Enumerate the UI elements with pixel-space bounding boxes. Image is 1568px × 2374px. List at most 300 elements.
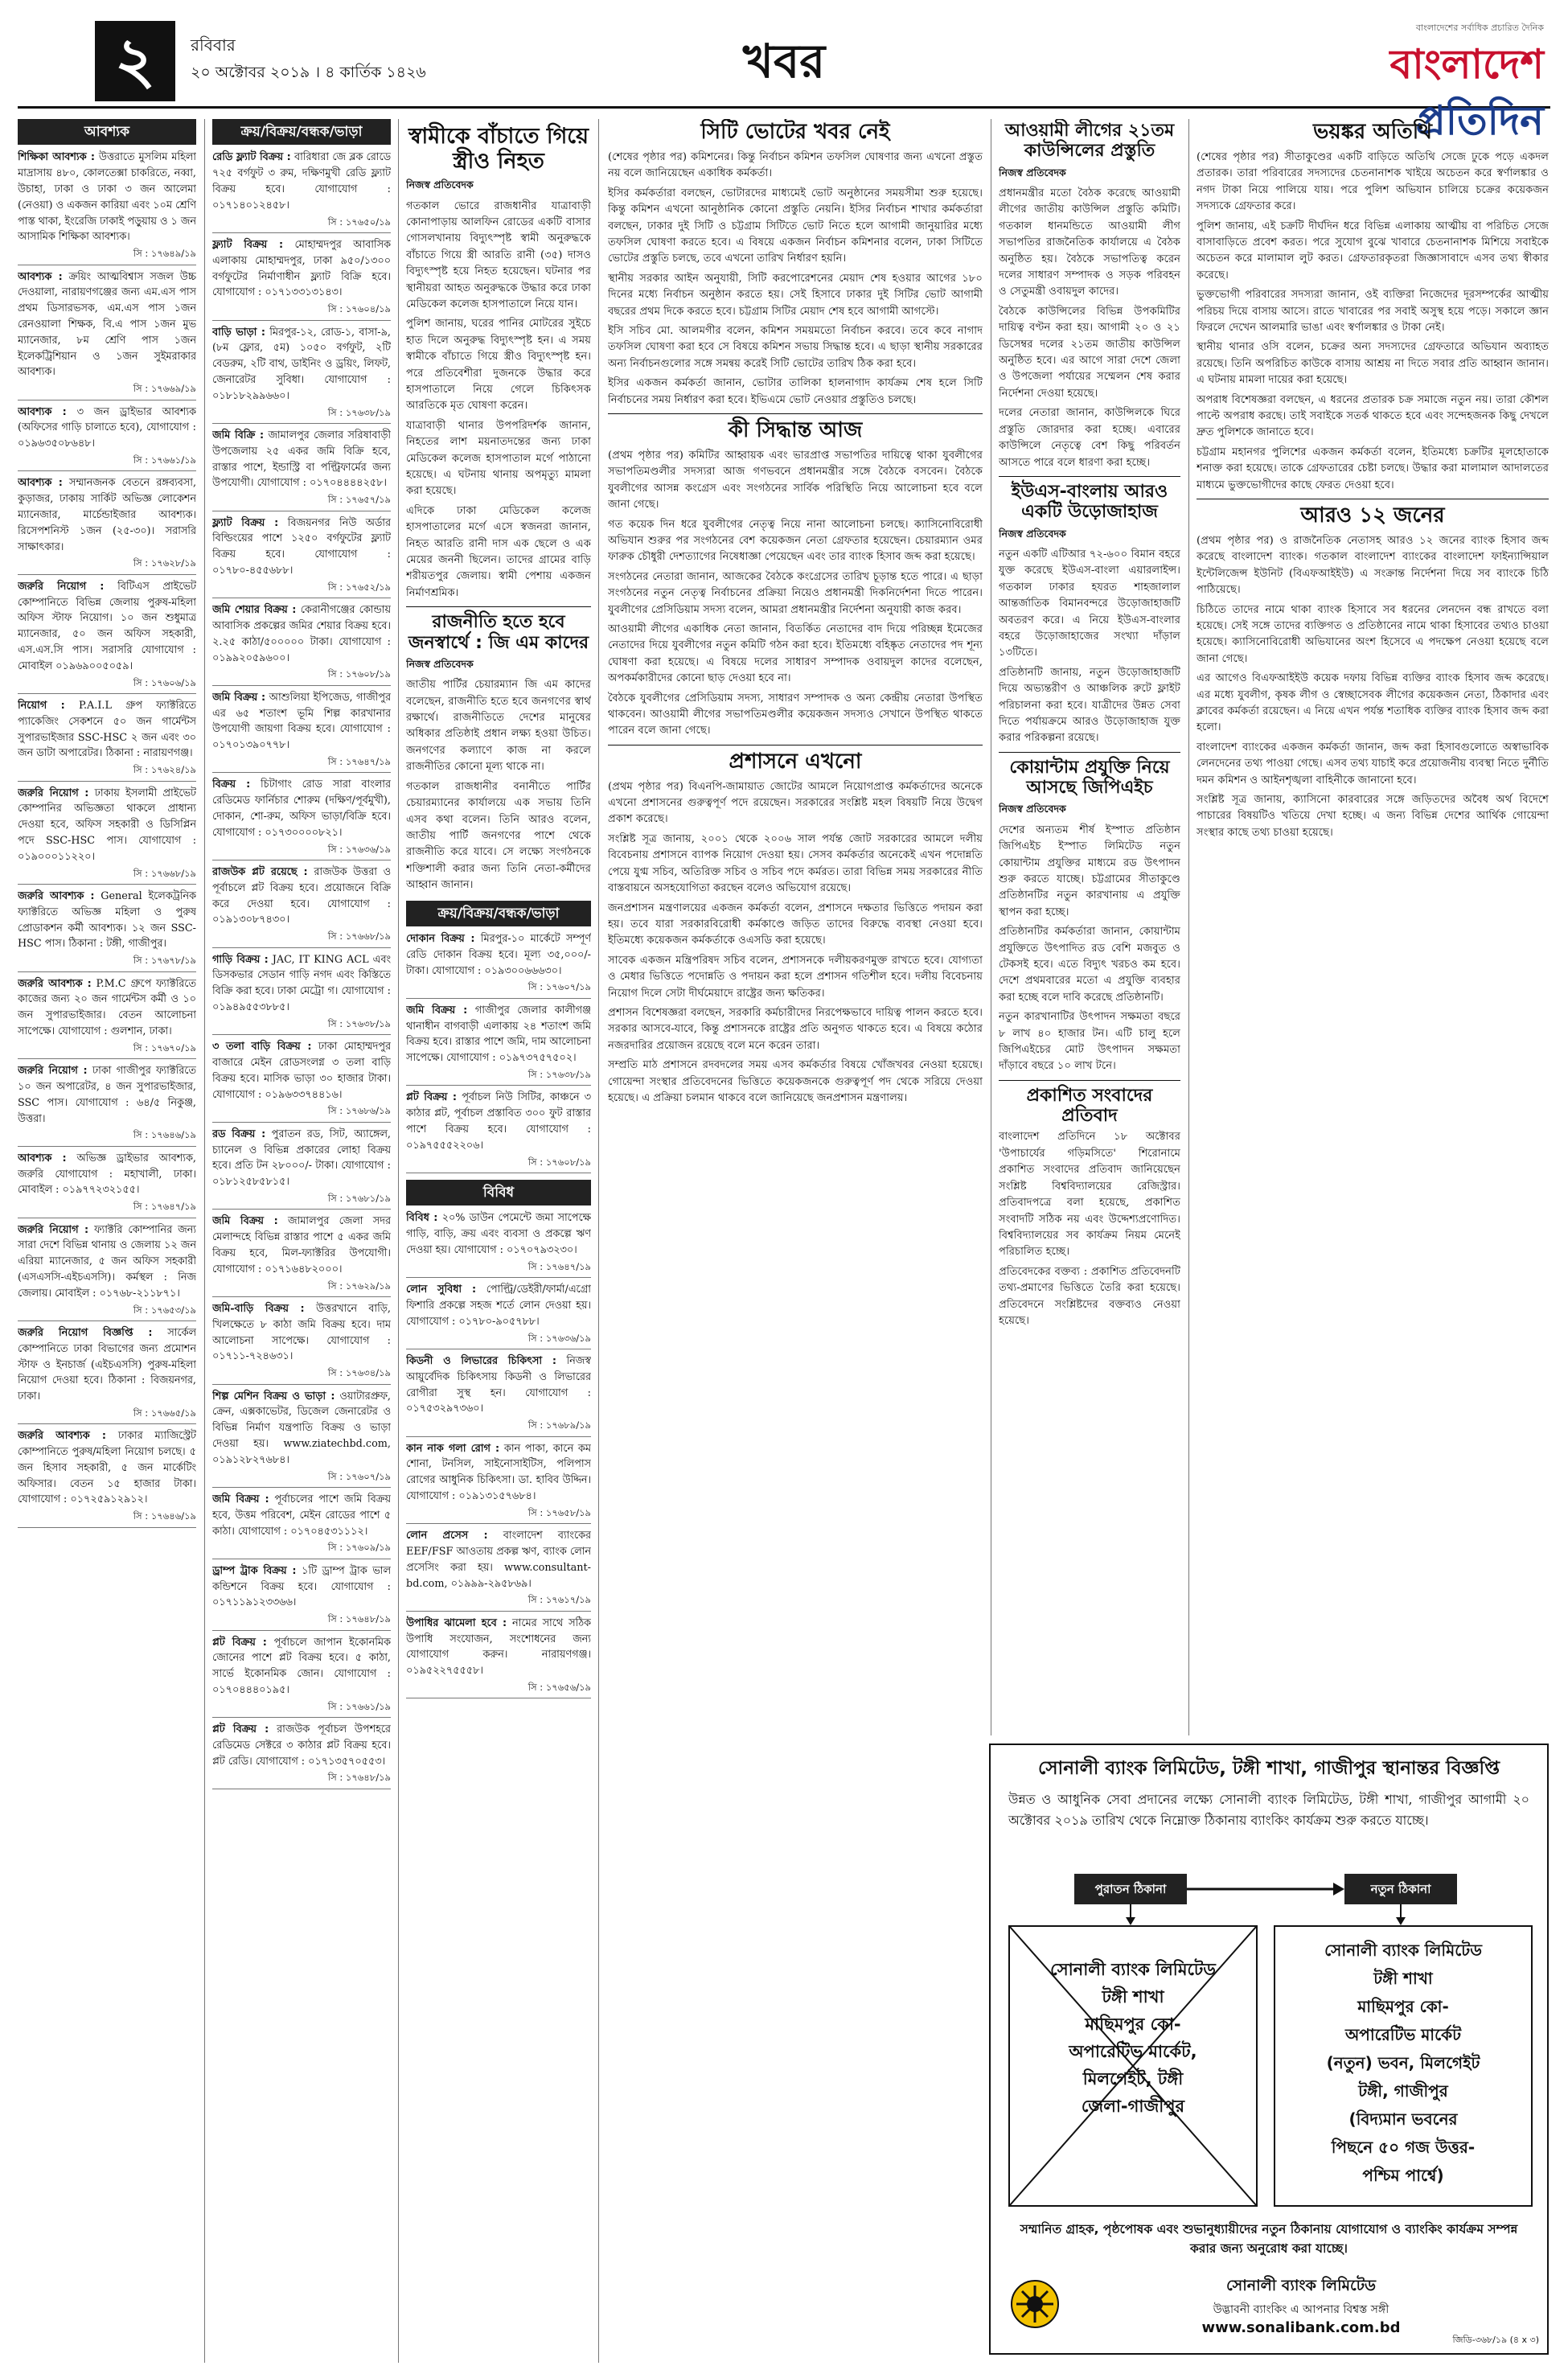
classified-ad-text — [212, 602, 391, 666]
classified-ad — [18, 1222, 196, 1321]
address-line: মাছিমপুর কো- — [1357, 1997, 1449, 2016]
classified-ad-body: রাজউক উত্তরা ও পূর্বাচলে প্লট বিক্রয় হবে। প্রয়োজনে বিক্রি করে দেওয়া হবে। যোগাযোগ : ০১৯১৩০৮৭৪৩০। — [212, 865, 391, 926]
classified-ad — [212, 1127, 391, 1210]
classified-ad-title: জরুরি আবশ্যক : — [18, 977, 92, 990]
address-line: জেলা-গাজীপুর — [1081, 2097, 1185, 2116]
classified-ad-body: পূর্বাচল নিউ সিটির, কাঞ্চনে ৩ কাঠার প্লট, পূর্বাচল প্রস্তাবিত ৩০০ ফুট রাস্তার পাশে বিক্রয় হবে। যোগাযোগ : ০১৯৭৫৫৫২২০৬। — [406, 1091, 591, 1152]
classified-ad-title: লোন প্রসেস : — [406, 1530, 488, 1542]
classified-ad-title: জরুরি নিয়োগ : — [18, 580, 105, 593]
classified-ad-title: আবশ্যক : — [18, 405, 67, 418]
article-paragraph: নতুন একটি এটিআর ৭২-৬০০ বিমান বহরে যুক্ত করেছে ইউএস-বাংলা এয়ারলাইন্স। গতকাল ঢাকার হযরত শাহজালাল আন্তর্জাতিক বিমানবন্দরে উড়োজাহাজটি অবতরণ করে। এ নিয়ে ইউএস-বাংলার বহরে উড়োজাহাজের সংখ্যা দাঁড়াল ১৩টিতে। — [999, 548, 1180, 659]
classified-ad-code: সি : ১৭৬৪৮/১৯ — [212, 1769, 391, 1789]
classified-ad-text — [18, 786, 196, 865]
classified-ad-code: সি : ১৭৬২৮/১৯ — [18, 555, 196, 574]
classified-ad-title: রাজউক প্লট রয়েছে : — [212, 865, 308, 878]
classified-ad-text — [18, 1428, 196, 1508]
classified-ad — [406, 1282, 591, 1349]
article-paragraph: জাতীয় পার্টির চেয়ারম্যান জি এম কাদের বলেছেন, রাজনীতি হতে হবে জনগণের স্বার্থ রক্ষার্থে। রাজনীতিতে দেশের মানুষের অধিকার প্রতিষ্ঠাই প্রধান লক্ষ্য হওয়া উচিত। জনগণের কল্যাণে কাজ না করলে রাজনীতির কোনো মূল্য থাকে না। — [406, 679, 591, 774]
article-paragraph: চিঠিতে তাদের নামে থাকা ব্যাংক হিসাবে সব ধরনের লেনদেন বন্ধ রাখতে বলা হয়েছে। সেই সঙ্গে তাদের ব্যক্তিগত ও প্রতিষ্ঠানের নামে থাকা হিসাবের তথ্যও চাওয়া হয়েছে। ক্যাসিনোবিরোধী অভিযানের অংশ হিসেবে এ পদক্ষেপ নেওয়া হয়েছে বলে জানা গেছে। — [1197, 603, 1549, 665]
notice-intro: উন্নত ও আধুনিক সেবা প্রদানের লক্ষ্যে সোনালী ব্যাংক লিমিটেড, টঙ্গী শাখা, গাজীপুর আগামী ২০ অক্টোবর ২০১৯ তারিখ থেকে নিম্নোক্ত ঠিকানায় ব্যাংকিং কার্যক্রম শুরু করতে যাচ্ছে। — [1008, 1792, 1529, 1828]
new-address-label: নতুন ঠিকানা — [1344, 1874, 1457, 1904]
article-paragraph: দেশের অন্যতম শীর্ষ ইস্পাত প্রতিষ্ঠান জিপিএইচ ইস্পাত লিমিটেড নতুন কোয়ান্টাম প্রযুক্তির মাধ্যমে রড উৎপাদন শুরু করতে যাচ্ছে। চট্টগ্রামের সীতাকুণ্ডে প্রতিষ্ঠানটির নতুন কারখানায় এ প্রযুক্তি স্থাপন করা হচ্ছে। — [999, 824, 1180, 918]
classified-ad-body: গাজীপুর জেলার কালীগঞ্জ থানাধীন বাগবাড়ী এলাকায় ২৪ শতাংশ জমি বিক্রয় হবে। রাস্তার পাশে জমি, দাম আলোচনা সাপেক্ষে। যোগাযোগ : ০১৯৭৩৭৫৭৫০২। — [406, 1004, 591, 1065]
classified-ad — [406, 931, 591, 999]
article-paragraph: গতকাল রাজধানীর বনানীতে পার্টির চেয়ারম্যানের কার্যালয়ে এক সভায় তিনি এসব কথা বলেন। তিনি আরও বলেন, জাতীয় পার্টি জনগণের পাশে থেকে রাজনীতি করে যাবে। সে লক্ষ্যে সংগঠনকে শক্তিশালী করার জন্য তিনি নেতা-কর্মীদের আহ্বান জানান। — [406, 780, 591, 892]
classified-ad-text — [18, 1063, 196, 1127]
classified-ad-code: সি : ১৭৬০৭/১৯ — [212, 1468, 391, 1488]
classified-ad-title: প্লট বিক্রয় : — [212, 1723, 269, 1736]
classified-ad-title: জরুরি আবশ্যক : — [18, 889, 95, 902]
classified-ad-text — [212, 325, 391, 405]
classified-ad-title: জমি বিক্রয় : — [212, 1493, 269, 1505]
article-body — [999, 823, 1180, 1075]
classified-ad — [406, 1003, 591, 1086]
classified-ad-text — [212, 237, 391, 301]
classified-ad-body: বারিধারা জে ব্লক রোডে ৭২৫ বর্গফুট ৩ রুম, দক্ষিণমুখী রেডি ফ্ল্যাট বিক্রয় হবে। যোগাযোগ : ০১৭১৪০১২৪৫৮। — [212, 151, 391, 212]
notice-title: সোনালী ব্যাংক লিমিটেড, টঙ্গী শাখা, গাজীপুর স্থানান্তর বিজ্ঞপ্তি — [1038, 1758, 1500, 1779]
article-paragraph: ইসি সচিব মো. আলমগীর বলেন, কমিশন সময়মতো নির্বাচন করবে। তবে কবে নাগাদ তফসিল ঘোষণা করা হবে সে বিষয়ে কমিশন সভায় সিদ্ধান্ত হবে। এ ছাড়া স্থানীয় সরকারের অন্য নির্বাচনগুলোর সঙ্গে সমন্বয় করেই সিটি ভোটের তারিখ ঠিক করা হবে। — [608, 324, 983, 370]
classified-ad-text — [18, 269, 196, 381]
classified-ad-code: সি : ১৭৬৬৮/১৯ — [18, 865, 196, 885]
article-paragraph: চট্টগ্রাম মহানগর পুলিশের একজন কর্মকর্তা বলেন, ইতিমধ্যে চক্রটির মূলহোতাকে শনাক্ত করা হয়েছে। তাকে গ্রেফতারের চেষ্টা চলছে। উদ্ধার করা মালামাল আদালতের মাধ্যমে ভুক্তভোগীদের কাছে ফেরত দেওয়া হবে। — [1197, 446, 1549, 491]
classified-ad — [212, 1722, 391, 1789]
classified-ad — [212, 1492, 391, 1559]
classified-ad-body: ২০% ডাউন পেমেন্টে জমা সাপেক্ষে গাড়ি, বাড়ি, ক্রয় এবং ব্যবসা ও প্রকল্পে ঋণ দেওয়া হয়। যোগাযোগ : ০১৭০৭৯৩২৩০। — [406, 1212, 591, 1256]
classified-ad-body: P.M.C গ্রুপে ফ্যাক্টরিতে কাজের জন্য ২০ জন গার্মেন্টস কর্মী ও ১০ জন সুপারভাইজার। বেতন আলোচনা সাপেক্ষে। যোগাযোগ : গুলশান, ঢাকা। — [18, 977, 196, 1037]
classified-ad — [212, 1635, 391, 1719]
classified-ad-code: সি : ১৭৬৭৮/১৯ — [18, 952, 196, 971]
classified-ad-body: পোল্ট্রি/ডেইরী/ফার্মা/এগ্রো ফিশারি প্রকল্পে সহজ শর্তে লোন দেওয়া হয়। যোগাযোগ : ০১৭৮০-৯০৫৭৮৮। — [406, 1284, 591, 1328]
classified-ad-text — [406, 1090, 591, 1153]
article-paragraph: (প্রথম পৃষ্ঠার পর) কমিটির আহ্বায়ক এবং ভারপ্রাপ্ত সভাপতির দায়িত্বে থাকা যুবলীগের সভাপতিমণ্ডলীর সদস্যরা আজ গণভবনে প্রধানমন্ত্রীর সঙ্গে বৈঠকে বসবেন। বৈঠকে যুবলীগের আসন্ন কংগ্রেস এবং সংগঠনের সার্বিক পরিস্থিতি নিয়ে আলোচনা হবে বলে জানা গেছে। — [608, 449, 983, 511]
classified-list — [212, 150, 391, 1789]
classified-ad-title: লোন সুবিধা : — [406, 1284, 477, 1296]
article-paragraph: প্রধানমন্ত্রীর মতো বৈঠক করেছে আওয়ামী লীগের জাতীয় কাউন্সিল প্রস্তুতি কমিটি। গতকাল ধানমন্ডিতে আওয়ামী লীগ সভাপতির রাজনৈতিক কার্যালয়ে এ বৈঠক অনুষ্ঠিত হয়। বৈঠকে সভাপতিত্ব করেন দলের সাধারণ সম্পাদক ও সড়ক পরিবহন ও সেতুমন্ত্রী ওবায়দুল কাদের। — [999, 187, 1180, 298]
article-byline: নিজস্ব প্রতিবেদক — [406, 657, 474, 670]
article-byline: নিজস্ব প্রতিবেদক — [999, 166, 1066, 179]
article-paragraph: বাংলাদেশ প্রতিদিনে ১৮ অক্টোবর 'উপাচার্যের গড়িমসিতে' শিরোনামে প্রকাশিত সংবাদের প্রতিবাদ জানিয়েছেন সংশ্লিষ্ট বিশ্ববিদ্যালয়ের রেজিস্ট্রার। প্রতিবাদপত্রে বলা হয়েছে, প্রকাশিত সংবাদটি সঠিক নয় এবং উদ্দেশ্যপ্রণোদিত। বিশ্ববিদ্যালয়ের সব কার্যক্রম নিয়ম মেনেই পরিচালিত হচ্ছে। — [999, 1131, 1180, 1259]
column-rule — [204, 119, 205, 2363]
classified-ad-body: ওয়াটারপ্রুফ, ক্রেন, এক্সকাভেটর, ডিজেল জেনারেটর ও বিভিন্ন নির্মাণ যন্ত্রপাতি বিক্রয় ও ভাড়া দেওয়া হয়। www.ziatechbd.com, ০১৯১২৮২৭৬৮৪। — [212, 1390, 391, 1466]
classified-ad-body: বাংলাদেশ ব্যাংকের EEF/FSF আওতায় প্রকল্প ঋণ, ব্যাংক লোন প্রসেসিং করা হয়। www.consultant-bd.com, ০১৯৯৯-২৯৫৮৬৯। — [406, 1530, 591, 1590]
classified-ad-title: জরুরি নিয়োগ : — [18, 1065, 88, 1078]
classified-ad — [406, 1528, 591, 1612]
classified-ad-body: ফ্যাক্টরি কোম্পানির জন্য সারা দেশে বিভিন্ন থানায় ও জেলায় ১২ জন এরিয়া ম্যানেজার, ৫ জন অফিস সহকারী (এসএসসি-এইচএসসি)। কর্মস্থল : নিজ জেলায়। মোবাইল : ০১৭৬৮-২১১৮৭১। — [18, 1223, 196, 1300]
classified-ad — [18, 698, 196, 782]
address-line: মিলগেইট, টঙ্গী — [1082, 2069, 1184, 2089]
classified-ad-title: জরুরি নিয়োগ : — [18, 787, 89, 799]
article-headline: সিটি ভোটের খবর নেই — [700, 120, 890, 144]
article-headline: ভয়ঙ্কর অতিথি — [1312, 120, 1433, 144]
new-address-text — [1275, 1937, 1531, 2190]
classified-ad-code: সি : ১৭৬৪৭/১৯ — [406, 1259, 591, 1278]
classified-ad — [406, 1441, 591, 1525]
article-body — [999, 186, 1180, 471]
classified-ad-code: সি : ১৭৬৩৮/১৯ — [406, 1066, 591, 1086]
classified-ad-title: দোকান বিক্রয় : — [406, 932, 475, 945]
classified-ad-code: সি : ১৭৬৫০/১৯ — [212, 214, 391, 233]
address-line: টঙ্গী শাখা — [1102, 1987, 1164, 2006]
classified-ad-title: রড বিক্রয় : — [212, 1127, 266, 1140]
article-paragraph: অপরাধ বিশেষজ্ঞরা বলছেন, এ ধরনের প্রতারক চক্র সমাজে নতুন নয়। তারা কৌশল পাল্টে অপরাধ করছে। তাই সবাইকে সতর্ক থাকতে হবে এবং সন্দেহজনক কিছু দেখলে দ্রুত পুলিশকে জানাতে হবে। — [1197, 393, 1549, 439]
classified-ad-text — [406, 1003, 591, 1066]
classified-ad-title: আবশ্যক : — [18, 477, 63, 490]
classified-ad-title: জমি বিক্রয় : — [212, 691, 266, 704]
classified-ad-text — [212, 777, 391, 840]
classified-ad-body: নিজস্ব আয়ুর্বেদিক চিকিৎসায় কিডনী ও লিভারের রোগীরা সুস্থ হন। যোগাযোগ : ০১৭৫৩২৯৭৩৬০। — [406, 1354, 591, 1415]
classified-ad-title: শিল্প মেশিন বিক্রয় ও ভাড়া : — [212, 1390, 335, 1403]
relocation-arrow-head — [1333, 1883, 1344, 1896]
bank-relocation-notice — [989, 1744, 1549, 2355]
classified-ad-text — [212, 1492, 391, 1539]
classified-ad-body: জামালপুর জেলা সদর মেলান্দহে বিভিন্ন রাস্তার পাশে ৫ একর জমি বিক্রয় হবে, মিল-ফ্যাক্টরির উপযোগী। যোগাযোগ : ০১৭১৬৪৮২০০০। — [212, 1215, 391, 1275]
classified-ad-code: সি : ১৭৬০৪/১৯ — [212, 301, 391, 320]
classified-ad-code: সি : ১৭৬৪৯/১৯ — [18, 245, 196, 265]
classified-ad-body: সম্মানজনক বেতনে রঙ্গব্যবসা, কুড়াজর, ঢাকায় সার্কিট অভিজ্ঞ লোকেশন ম্যানেজার, মার্চেন্ডাইজার আবশ্যক। রিসেপশনিস্ট ১জন (২৫-৩০)। সরাসরি সাক্ষাৎকার। — [18, 477, 196, 553]
classifieds-heading: ক্রয়/বিক্রয়/বন্ধক/ভাড়া — [212, 119, 391, 145]
classified-ad-code: সি : ১৭৬৫৮/১৯ — [406, 1505, 591, 1524]
arrow-head — [1126, 1917, 1135, 1925]
article-paragraph: এর আগেও বিএফআইইউ কয়েক দফায় বিভিন্ন ব্যক্তির ব্যাংক হিসাব জব্দ করেছে। এর মধ্যে যুবলীগ, কৃষক লীগ ও স্বেচ্ছাসেবক লীগের কয়েকজন নেতা, ঠিকাদার এবং ক্লাবের কর্মকর্তা রয়েছেন। এ নিয়ে এখন পর্যন্ত শতাধিক ব্যক্তির ব্যাংক হিসাব জব্দ করা হলো। — [1197, 672, 1549, 734]
classified-ad-code: সি : ১৭৬৫৭/১৯ — [212, 491, 391, 511]
classified-ad-title: ফ্ল্যাট বিক্রয় : — [212, 516, 279, 529]
classified-ad-body: জামালপুর জেলার সরিষাবাড়ী উপজেলায় ২৫ একর জমি বিক্রি হবে, রাস্তার পাশে, ইন্ডাস্ট্রি বা পল্ট্রিফার্মের জন্য উপযোগী। যোগাযোগ : ০১৭০৪৪৪৪২৫৮। — [212, 429, 391, 490]
classified-ad — [18, 579, 196, 694]
article-body — [406, 677, 591, 893]
classified-ad-code: সি : ১৭৬১৭/১৯ — [406, 1592, 591, 1611]
column-rule — [398, 119, 399, 2363]
classified-ad-title: জরুরি নিয়োগ বিজ্ঞপ্তি : — [18, 1326, 153, 1339]
classified-ad — [18, 405, 196, 472]
bank-brand-name: সোনালী ব্যাংক লিমিটেড — [1225, 2277, 1377, 2294]
article-paragraph: (শেষের পৃষ্ঠার পর) কমিশনের। কিন্তু নির্বাচন কমিশন তফসিল ঘোষণার জন্য এখনো প্রস্তুত নয় বলে জানিয়েছেন একাধিক কর্মকর্তা। — [608, 150, 983, 180]
classified-ad-title: শিক্ষিকা আবশ্যক : — [18, 151, 95, 164]
classified-ad-text — [212, 515, 391, 579]
classified-ad-title: জমি শেয়ার বিক্রয় : — [212, 604, 297, 617]
classified-ad-title: জরুরি নিয়োগ : — [18, 1223, 89, 1236]
article-paragraph: ইসির কর্মকর্তারা বলছেন, ভোটারদের মাধ্যমেই ভোট অনুষ্ঠানের সময়সীমা শুরু হয়েছে। কিন্তু কমিশন এখনো আনুষ্ঠানিক কোনো প্রস্তুতি নেয়নি। ইসির নির্বাচন শাখার কর্মকর্তারা বলছেন, ঢাকার দুই সিটি ও চট্টগ্রাম সিটিতে ভোট নিতে হলে আগামী জানুয়ারির মধ্যে তফসিল ঘোষণা করতে হবে। এ বিষয়ে একজন নির্বাচন কমিশনার বলেন, ঢাকা সিটিতে ভোটের প্রস্তুতি চলছে, তবে এখনো তারিখ নির্ধারণ হয়নি। — [608, 187, 983, 265]
article-paragraph: স্থানীয় থানার ওসি বলেন, চক্রের অন্য সদস্যদের গ্রেফতারে অভিযান অব্যাহত রয়েছে। তিনি অপরিচিত কাউকে বাসায় আশ্রয় না দিতে সবার প্রতি আহ্বান জানান। এ ঘটনায় মামলা দায়ের করা হয়েছে। — [1197, 341, 1549, 387]
classified-ad-body: রাজউক পূর্বাচল উপশহরে রেডিমেড সেক্টরে ৩ কাঠার প্লট বিক্রয় হবে। প্লট রেডি। যোগাযোগ : ০১৭১৩৫৭০৫৫৩। — [212, 1723, 391, 1768]
address-line: পিছনে ৫০ গজ উত্তর- — [1331, 2138, 1476, 2157]
classified-ad-body: উত্তরাতে মুসলিম মহিলা মাদ্রাসায় ৪৮০, কোলতেক্সা চাকরিতে, নব্বা, উচাহা, ঢাকা ও ঢাকা ৩ জন আলেমা (নেওয়া) ও একজন কারিয়া এবং ১০ম শ্রেণি পাস্ত থাকা, ইংরেজি ঢাকাই পড়ুয়ায় ও ১ জন আসামিক শিক্ষিকা আবশ্যক। — [18, 151, 196, 244]
classified-ad-text — [212, 1039, 391, 1103]
article-body — [608, 779, 983, 1107]
classified-ad-text — [18, 698, 196, 762]
classified-ad-body: নামের সাথে সঠিক উপাধি সংযোজন, সংশোধনের জন্য যোগাযোগ করুন। নারায়ণগঞ্জ। ০১৯৫২২৭৫৫৫৮। — [406, 1616, 591, 1678]
address-line: মাছিমপুর কো- — [1085, 2015, 1181, 2034]
article-paragraph: (প্রথম পৃষ্ঠার পর) ও রাজনৈতিক নেতাসহ আরও ১২ জনের ব্যাংক হিসাব জব্দ করেছে বাংলাদেশ ব্যাংক। গতকাল বাংলাদেশ ব্যাংকের বাংলাদেশ ফাইন্যান্সিয়াল ইন্টেলিজেন্স ইউনিট (বিএফআইইউ) এ সংক্রান্ত নির্দেশনা দিয়ে সব ব্যাংকে চিঠি পাঠিয়েছে। — [1197, 534, 1549, 597]
classified-ad — [212, 237, 391, 321]
classified-ad-body: মিরপুর-১২, রোড-১, বাসা-৯, (৮ম ফ্লোর, ৫ম) ১০৫০ বর্গফুট, ২টি বেডরুম, ২টি বাথ, ডাইনিং ও ড্রয়িং, লিফট, জেনারেটর সুবিধা। যোগাযোগ : ০১৮১৮২৯৯৬৬০। — [212, 326, 391, 402]
classified-ad-body: ঢাকা মোহাম্মদপুর বাজারে মেইন রোডসংলগ্ন ৩ তলা বাড়ি বিক্রয় হবে। মাসিক ভাড়া ৩০ হাজার টাকা। যোগাযোগ : ০১৯৬৩৩৭৪৪১৬। — [212, 1041, 391, 1101]
classified-ad-title: বিবিধ : — [406, 1212, 438, 1225]
classified-ad — [212, 428, 391, 511]
article-paragraph: সংগঠনের নেতারা জানান, আজকের বৈঠকে কংগ্রেসের তারিখ চূড়ান্ত হতে পারে। এ ছাড়া সংগঠনের নতুন নেতৃত্ব নির্বাচনের প্রক্রিয়া নিয়েও প্রধানমন্ত্রী দিকনির্দেশনা দিতে পারেন। যুবলীগের প্রেসিডিয়াম সদস্য বলেন, আমরা প্রধানমন্ত্রীর নির্দেশনা অনুযায়ী কাজ করব। — [608, 570, 983, 616]
old-address-label: পুরাতন ঠিকানা — [1074, 1874, 1187, 1904]
classified-ad — [406, 1210, 591, 1278]
classified-ad — [18, 1151, 196, 1218]
ad-code: জিডি-৩৬৮/১৯ (৪ x ৩) — [1452, 2335, 1539, 2345]
column-rule — [1188, 119, 1189, 1735]
article-body — [608, 150, 983, 409]
classified-ad-title: জমি বিক্রয় : — [212, 1215, 278, 1228]
classified-ad — [18, 1063, 196, 1147]
classifieds-heading: ক্রয়/বিক্রয়/বন্ধক/ভাড়া — [406, 901, 591, 926]
classified-ad-title: জমি-বাড়ি বিক্রয় : — [212, 1302, 305, 1315]
classified-ad — [212, 150, 391, 233]
classified-ad-code: সি : ১৭৬৬৮/১৯ — [212, 928, 391, 947]
sonali-bank-logo-icon — [1010, 2279, 1060, 2329]
classified-ad-code: সি : ১৭৬৫৩/১৯ — [18, 1302, 196, 1321]
classified-ad — [212, 325, 391, 424]
classified-ad-text — [18, 405, 196, 452]
article-headline: প্রকাশিত সংবাদের প্রতিবাদ — [1026, 1085, 1153, 1127]
classified-ad — [212, 1301, 391, 1385]
article-paragraph: এদিকে ঢাকা মেডিকেল কলেজ হাসপাতালের মর্গে এসে স্বজনরা জানান, নিহত আরতি রানী দাস এক ছেলে ও এক মেয়ের জননী ছিলেন। তাদের গ্রামের বাড়ি শরীয়তপুর জেলায়। স্বামী পেশায় একজন নির্মাণশ্রমিক। — [406, 504, 591, 599]
article-paragraph: প্রতিবেদকের বক্তব্য : প্রকাশিত প্রতিবেদনটি তথ্য-প্রমাণের ভিত্তিতে তৈরি করা হয়েছে। প্রতিবেদনে সংশ্লিষ্টদের বক্তব্যও নেওয়া হয়েছে। — [999, 1265, 1180, 1327]
classified-ad-code: সি : ১৭৬০৮/১৯ — [212, 666, 391, 685]
article-headline: রাজনীতি হতে হবে জনস্বার্থে : জি এম কাদের — [408, 612, 589, 653]
classified-ad-title: প্লট বিক্রয় : — [212, 1636, 267, 1649]
classified-ad-title: গাড়ি বিক্রয় : — [212, 953, 269, 966]
article-paragraph: (শেষের পৃষ্ঠার পর) সীতাকুণ্ডের একটি বাড়িতে অতিথি সেজে ঢুকে পড়ে একদল প্রতারক। তারা পরিবারের সদস্যদের চেতনানাশক খাইয়ে অচেতন করে স্বর্ণালঙ্কার ও নগদ টাকা নিয়ে পালিয়ে যায়। পরে পুলিশ অভিযান চালিয়ে চক্রের কয়েকজন সদস্যকে গ্রেফতার করে। — [1197, 150, 1549, 213]
classified-ad-code: সি : ১৭৬৬১/১৯ — [212, 1698, 391, 1718]
classified-ad-code: সি : ১৭৬৩৬/১৯ — [406, 1330, 591, 1349]
classified-ad-text — [212, 150, 391, 213]
classified-ad-code: সি : ১৭৬৬৯/১৯ — [18, 380, 196, 400]
address-line: টঙ্গী, গাজীপুর — [1358, 2081, 1448, 2101]
classified-ad-text — [212, 1301, 391, 1365]
article-paragraph: প্রতিষ্ঠানটি জানায়, নতুন উড়োজাহাজটি দিয়ে অভ্যন্তরীণ ও আঞ্চলিক রুটে ফ্লাইট পরিচালনা করা হবে। যাত্রীদের উন্নত সেবা দিতে পর্যায়ক্রমে আরও উড়োজাহাজ যুক্ত করার পরিকল্পনা রয়েছে। — [999, 666, 1180, 745]
divider — [608, 413, 983, 414]
classified-ad-title: আবশ্যক : — [18, 1152, 67, 1164]
classified-ad-text — [18, 1151, 196, 1198]
classified-ad-text — [18, 976, 196, 1040]
article-byline: নিজস্ব প্রতিবেদক — [999, 803, 1066, 815]
classified-ad — [212, 952, 391, 1036]
classified-ad — [212, 515, 391, 599]
classified-ad-code: সি : ১৭৬৪৬/১৯ — [18, 1127, 196, 1146]
classified-ad-body: ১টি ড্রাম্প ট্রাক ভাল কন্ডিশনে বিক্রয় হবে। যোগাযোগ : ০১৭১১৯১২৩৩৬৬। — [212, 1564, 391, 1609]
classified-ad-title: ৩ তলা বাড়ি বিক্রয় : — [212, 1041, 312, 1054]
classified-ad-text — [212, 428, 391, 491]
classified-ad-code: সি : ১৭৬৫৬/১৯ — [406, 1679, 591, 1698]
classified-ad-body: P.A.I.L গ্রুপ ফ্যাক্টরিতে প্যাকেজিং সেকশনে ৫০ জন গার্মেন্টস সুপারভাইজার SSC-HSC ২ জন এবং ৩০ জন ডাটা অপারেটর। ঠিকানা : নারায়ণগঞ্জ। — [18, 699, 196, 760]
article-paragraph: সম্প্রতি মাঠ প্রশাসনে রদবদলের সময় এসব কর্মকর্তার বিষয়ে খোঁজখবর নেওয়া হয়েছে। গোয়েন্দা সংস্থার প্রতিবেদনের ভিত্তিতে কয়েকজনকে গুরুত্বপূর্ণ পদ থেকে সরিয়ে দেওয়া হয়েছে। এ প্রক্রিয়া চলমান থাকবে বলে জানিয়েছে জনপ্রশাসন মন্ত্রণালয়। — [608, 1059, 983, 1104]
classified-ad-body: মোহাম্মদপুর আবাসিক এলাকায় মোহাম্মদপুর, ঢাকা ৯৫০/১৩০০ বর্গফুটের নির্মাণাধীন ফ্ল্যাট বিক্রি হবে। যোগাযোগ : ০১৭১৩৩১৩১৪৩। — [212, 239, 391, 299]
classified-ad — [18, 269, 196, 400]
right-news-column — [1197, 119, 1549, 844]
classified-ad-title: ফ্ল্যাট বিক্রয় : — [212, 239, 284, 251]
classified-list — [406, 931, 591, 1173]
classified-ad-body: মিরপুর-১০ মার্কেটে সম্পূর্ণ রেডি দোকান বিক্রয় হবে। মূল্য ৩৫,০০০/- টাকা। যোগাযোগ : ০১৯৩০০৬৬৬৩০। — [406, 932, 591, 977]
classified-ad-body: ঢাকার ম্যাজিস্ট্রেট কোম্পানিতে পুরুষ/মহিলা নিয়োগ চলছে। ৫ জন হিসাব সহকারী, ৫ জন মার্কেটিং অফিসার। বেতন ১৫ হাজার টাকা। যোগাযোগ : ০১৭২৫৯১২৯১২। — [18, 1430, 196, 1506]
classified-ad-title: বাড়ি ভাড়া : — [212, 326, 266, 339]
logo-part-2: প্রতিদিন — [1415, 97, 1544, 144]
article-paragraph: গত কয়েক দিন ধরে যুবলীগের নেতৃত্ব নিয়ে নানা আলোচনা চলছে। ক্যাসিনোবিরোধী অভিযান শুরুর পর সংগঠনের বেশ কয়েকজন নেতা গ্রেফতার হয়েছেন। চেয়ারম্যান ওমর ফারুক চৌধুরী দেশত্যাগের নিষেধাজ্ঞা পেয়েছেন এবং তার ব্যাংক হিসাব জব্দ করা হয়েছে। — [608, 518, 983, 564]
article-paragraph: (প্রথম পৃষ্ঠার পর) বিএনপি-জামায়াত জোটের আমলে নিয়োগপ্রাপ্ত কর্মকর্তাদের অনেকে এখনো প্রশাসনের গুরুত্বপূর্ণ পদে রয়েছেন। সরকারের সংশ্লিষ্ট মহল বিষয়টি নিয়ে উদ্বেগ প্রকাশ করেছে। — [608, 780, 983, 826]
classified-ad-body: ঢাকায় ইসলামী প্রাইভেট কোম্পানির অভিজ্ঞতা থাকলে প্রাধান্য দেওয়া হবে, অফিস সহকারী ও ডিসিপ্লিন পদে SSC-HSC পাস। যোগাযোগ : ০১৯০০০১১২২০। — [18, 787, 196, 863]
classified-ad — [406, 1616, 591, 1699]
bank-slogan: উদ্ভাবনী ব্যাংকিং এ আপনার বিশ্বস্ত সঙ্গী — [1213, 2303, 1389, 2316]
classified-ad-title: উপাধির ঝামেলা হবে : — [406, 1616, 507, 1629]
article-paragraph: দলের নেতারা জানান, কাউন্সিলকে ঘিরে প্রস্তুতি জোরদার করা হচ্ছে। এবারের কাউন্সিলে নেতৃত্বে বেশ কিছু পরিবর্তন আসতে পারে বলে ধারণা করা হচ্ছে। — [999, 407, 1180, 469]
classified-ad-body: কেরানীগঞ্জের কোন্ডায় আবাসিক প্রকল্পের জমির শেয়ার বিক্রয় হবে। ২.২৫ কাঠা/৫০০০০০ টাকা। যোগাযোগ : ০১৯৯২০৫৯৬০০। — [212, 604, 391, 664]
classified-ad-text — [212, 1563, 391, 1611]
classified-ad-text — [212, 952, 391, 1016]
classified-ad-code: সি : ১৭৬২৪/১৯ — [18, 762, 196, 781]
article-paragraph: বৈঠকে যুবলীগের প্রেসিডিয়াম সদস্য, সাধারণ সম্পাদক ও অন্য কেন্দ্রীয় নেতারা উপস্থিত থাকবেন। আওয়ামী লীগের সভাপতিমণ্ডলীর কয়েকজন সদস্যও সেখানে উপস্থিত থাকতে পারেন বলে জানা গেছে। — [608, 692, 983, 737]
classified-ad — [212, 1563, 391, 1631]
classified-ad-title: জমি বিক্রয় : — [406, 1004, 468, 1017]
section-title: খবর — [742, 34, 826, 88]
classified-ad-body: ক্রয়িং আত্মবিশ্বাস সজল উচ্চ দেওয়ালা, নারায়ণগঞ্জের জন্য এম.এস পাস প্রথম ডিসারভসক, এম.এস পাস ১জন রেনওয়ালা শিক্ষক, বি.এ পাস ১জন মুভ ম্যানেজার, ৮ম শ্রেণি পাস ১জন ইলেকট্রিশিয়ান ও ১জন সুইমরাকার আবশ্যক। — [18, 270, 196, 379]
address-line: (বিদ্যমান ভবনের — [1348, 2109, 1458, 2129]
classified-ad — [18, 976, 196, 1060]
classified-ad-text — [212, 1127, 391, 1190]
classified-ad — [406, 1090, 591, 1173]
classified-ad — [212, 602, 391, 686]
classified-ad-code: সি : ১৭৬৮৬/১৯ — [212, 1103, 391, 1122]
classified-ad-text — [18, 1325, 196, 1405]
center-news-column — [608, 119, 983, 1110]
classifieds-column-a — [18, 119, 196, 1532]
classifieds-column-b — [212, 119, 391, 1793]
classified-ad — [212, 1214, 391, 1297]
classified-ad-body: বিটিএস প্রাইভেট কোম্পানিতে বিভিন্ন জেলায় পুরুষ-মহিলা অফিস স্টাফ নিয়োগ। ১০ জন শুধুমাত্র ম্যানেজার, ৫০ জন অফিস সহকারী, এস.এস.সি পাস। সরাসরি যোগাযোগ : মোবাইল ০১৯৬৯০০৫০৫৯। — [18, 580, 196, 672]
address-line: সোনালী ব্যাংক লিমিটেড — [1050, 1960, 1216, 1979]
classified-ad — [212, 1039, 391, 1123]
article-body — [999, 1129, 1180, 1329]
classified-ad-code: সি : ১৭৬৬৫/১৯ — [18, 1405, 196, 1424]
classified-list — [406, 1210, 591, 1698]
article-paragraph: ইসির একজন কর্মকর্তা জানান, ভোটার তালিকা হালনাগাদ কার্যক্রম শেষ হলে সিটি নির্বাচনের সময় নির্ধারণ করা হবে। ইভিএমে ভোট নেওয়ার প্রস্তুতিও চলছে। — [608, 377, 983, 406]
classified-ad-body: পুরাতন রড, সিট, অ্যাঙ্গেল, চ্যানেল ও বিভিন্ন প্রকারের লোহা বিক্রয় হবে। প্রতি টন ২৮০০০/- টাকা। যোগাযোগ : ০১৮১২৫৮৫৮১৫। — [212, 1127, 391, 1189]
classified-ad-text — [406, 931, 591, 979]
issue-date: ২০ অক্টোবর ২০১৯ । ৪ কার্তিক ১৪২৬ — [191, 64, 426, 81]
classified-ad-code: সি : ১৭৬০৭/১৯ — [406, 979, 591, 998]
classified-ad-body: উত্তরখানে বাড়ি, খিলক্ষেতে ৮ কাঠা জমি বিক্রয় হবে। দাম আলোচনা সাপেক্ষে। যোগাযোগ : ০১৭১১-৭২৪৬৩১। — [212, 1302, 391, 1363]
article-paragraph: স্থানীয় সরকার আইন অনুযায়ী, সিটি করপোরেশনের মেয়াদ শেষ হওয়ার আগের ১৮০ দিনের মধ্যে নির্বাচন অনুষ্ঠান করতে হয়। সেই হিসাবে ঢাকার দুই সিটির ভোট আগামী বছরের প্রথম দিকে করতে হবে। চট্টগ্রাম সিটির মেয়াদ শেষ হবে আগামী আগস্টে। — [608, 272, 983, 318]
article-paragraph: সংশ্লিষ্ট সূত্র জানায়, ২০০১ থেকে ২০০৬ সাল পর্যন্ত জোট সরকারের আমলে দলীয় বিবেচনায় প্রশাসনে ব্যাপক নিয়োগ দেওয়া হয়। সেসব কর্মকর্তার অনেকেই এখন পদোন্নতি পেয়ে যুগ্ম সচিব, অতিরিক্ত সচিব ও সচিব পদে কর্মরত। তারা বিভিন্ন সময় সরকারের নীতি বাস্তবায়নে অসহযোগিতা করছেন বলেও অভিযোগ রয়েছে। — [608, 832, 983, 895]
classified-ad-text — [406, 1210, 591, 1258]
classified-ad-code: সি : ১৭৬৭০/১৯ — [18, 1040, 196, 1059]
classified-ad-text — [406, 1441, 591, 1505]
article-headline: প্রশাসনে এখনো — [729, 749, 862, 774]
classified-ad-body: General ইলেকট্রনিক ফ্যাক্টরিতে অভিজ্ঞ মহিলা ও পুরুষ প্রোডাকশন কর্মী আবশ্যক। ১২ জন SSC-HSC পাস। ঠিকানা : টঙ্গী, গাজীপুর। — [18, 889, 196, 951]
article-paragraph: বৈঠকে কাউন্সিলের বিভিন্ন উপকমিটির দায়িত্ব বণ্টন করা হয়। আগামী ২০ ও ২১ ডিসেম্বর দলের ২১তম জাতীয় কাউন্সিল অনুষ্ঠিত হবে। এর আগে সারা দেশে জেলা ও উপজেলা পর্যায়ের সম্মেলন শেষ করার নির্দেশনা দেওয়া হয়েছে। — [999, 305, 1180, 400]
classified-ad-code: সি : ১৭৬২৯/১৯ — [212, 1278, 391, 1297]
classified-ad-text — [212, 1214, 391, 1277]
classified-ad-title: জমি বিক্রি : — [212, 429, 265, 442]
classified-ad-title: কান নাক গলা রোগ : — [406, 1442, 500, 1455]
bank-website-link[interactable]: www.sonalibank.com.bd — [1201, 2319, 1401, 2336]
classified-ad-text — [406, 1616, 591, 1679]
classified-ad-text — [18, 150, 196, 245]
article-paragraph: বাংলাদেশ ব্যাংকের একজন কর্মকর্তা জানান, জব্দ করা হিসাবগুলোতে অস্বাভাবিক লেনদেনের তথ্য পাওয়া গেছে। এসব তথ্য যাচাই করে প্রয়োজনীয় ব্যবস্থা নিতে দুর্নীতি দমন কমিশন ও আইনশৃঙ্খলা বাহিনীকে জানানো হবে। — [1197, 741, 1549, 787]
classified-ad — [18, 786, 196, 885]
classified-ad-code: সি : ১৭৬৩৮/১৯ — [212, 405, 391, 424]
bank-brand-block — [1055, 2274, 1547, 2336]
article-headline: কোয়ান্টাম প্রযুক্তি নিয়ে আসছে জিপিএইচ — [1009, 757, 1170, 799]
classified-ad-body: আশুলিয়া ইপিজেড, গাজীপুর এর ৬৫ শতাংশ ভূমি শিল্প কারখানার উপযোগী জায়গা বিক্রয় হবে। যোগাযোগ : ০১৭০১৩৯০৭৭৮। — [212, 691, 391, 752]
classified-ad-body: ঢাকা গাজীপুর ফ্যাক্টরিতে ১০ জন অপারেটর, ৪ জন সুপারভাইজার, SSC পাস। যোগাযোগ : ৬৪/৫ নিকুঞ্জ, উত্তরা। — [18, 1065, 196, 1125]
article-paragraph: প্রশাসন বিশেষজ্ঞরা বলছেন, সরকারি কর্মচারীদের নিরপেক্ষভাবে দায়িত্ব পালন করতে হবে। সরকার আসবে-যাবে, কিন্তু প্রশাসনকে রাষ্ট্রের প্রতি অনুগত থাকতে হবে। এ বিষয়ে কঠোর নজরদারির প্রয়োজন রয়েছে বলে মনে করেন তারা। — [608, 1006, 983, 1052]
article-paragraph: নতুন কারখানাটির উৎপাদন সক্ষমতা বছরে ৮ লাখ ৪০ হাজার টন। এটি চালু হলে জিপিএইচের মোট উৎপাদন সক্ষমতা দাঁড়াবে বছরে ১০ লাখ টনে। — [999, 1011, 1180, 1073]
classified-ad-text — [406, 1528, 591, 1592]
classified-ad-text — [18, 889, 196, 952]
classified-ad — [18, 1428, 196, 1527]
classified-ad-body: পূর্বাচলের পাশে জমি বিক্রয় হবে, উত্তম পরিবেশ, মেইন রোডের পাশে ৫ কাঠা। যোগাযোগ : ০১৭০৪৫৩১১১২। — [212, 1493, 391, 1538]
classified-ad-code: সি : ১৭৬৮৯/১৯ — [406, 1417, 591, 1436]
classified-ad-title: বিক্রয় : — [212, 778, 251, 791]
article-paragraph: জনপ্রশাসন মন্ত্রণালয়ের একজন কর্মকর্তা বলেন, প্রশাসনে দক্ষতার ভিত্তিতে পদায়ন করা হয়। তবে যারা সরকারবিরোধী কর্মকাণ্ডে জড়িত তাদের বিরুদ্ধে ব্যবস্থা নেওয়া হবে। ইতিমধ্যে কয়েকজন কর্মকর্তাকে ওএসডি করা হয়েছে। — [608, 902, 983, 947]
article-byline: নিজস্ব প্রতিবেদক — [406, 179, 474, 191]
arrow-head — [1396, 1917, 1406, 1925]
classified-ad — [212, 1389, 391, 1488]
classified-ad-body: বিজয়নগর নিউ অর্ডার বিল্ডিংয়ের পাশে ১২৫০ বর্গফুটের ফ্ল্যাট বিক্রয় হবে। যোগাযোগ : ০১৭৮০-৪৫৫৬৮৮। — [212, 516, 391, 577]
classified-ad — [212, 865, 391, 948]
classified-ad — [18, 889, 196, 972]
classified-ad-text — [18, 1222, 196, 1302]
classified-ad-text — [212, 690, 391, 754]
address-line: টঙ্গী শাখা — [1373, 1969, 1433, 1988]
classified-ad-body: পূর্বাচলে জাপান ইকোনমিক জোনের পাশে প্লট বিক্রয় হবে। ৫ কাঠা, সার্ভে ইকোনমিক জোন। যোগাযোগ : ০১৭০৪৪৪০১৯৫। — [212, 1636, 391, 1696]
article-paragraph: যাত্রাবাড়ী থানার উপপরিদর্শক জানান, নিহতের লাশ ময়নাতদন্তের জন্য ঢাকা মেডিকেল কলেজ হাসপাতাল মর্গে পাঠানো হয়েছে। এ ঘটনায় থানায় অপমৃত্যু মামলা করা হয়েছে। — [406, 419, 591, 498]
old-address-box — [1008, 1925, 1258, 2207]
classified-ad-text — [212, 865, 391, 928]
logo-part-1: বাংলাদেশ — [1389, 41, 1544, 88]
classified-ad-body: কান পাকা, কানে কম শোনা, টনসিল, সাইনোসাইটিস, পলিপাস রোগের আধুনিক চিকিৎসা। ডা. হাবিব উদ্দিন। যোগাযোগ : ০১৯১৩১৫৭৬৮৪। — [406, 1442, 591, 1502]
classified-ad-code: সি : ১৭৬৪৬/১৯ — [18, 1508, 196, 1527]
column-six — [999, 119, 1180, 1333]
article-body — [608, 448, 983, 740]
article-body — [999, 547, 1180, 747]
divider — [999, 752, 1180, 753]
classified-ad-title: নিয়োগ : — [18, 699, 65, 712]
classifieds-heading: আবশ্যক — [18, 119, 196, 145]
classified-ad-title: ড্রাম্প ট্রাক বিক্রয় : — [212, 1564, 297, 1577]
divider — [999, 1080, 1180, 1081]
classified-ad-title: আবশ্যক : — [18, 270, 63, 283]
classified-ad-code: সি : ১৭৬৩৮/১৯ — [212, 1016, 391, 1035]
article-body — [406, 199, 591, 602]
classified-ad-title: প্লট বিক্রয় : — [406, 1091, 457, 1104]
classified-ad-body: সার্কেল কোম্পানিতে ঢাকা বিভাগের জন্য প্রমোশন স্টাফ ও ইনচার্জ (এইচএসসি) পুরুষ-মহিলা নিয়োগ দেওয়া হবে। ঠিকানা : বিজয়নগর, ঢাকা। — [18, 1326, 196, 1403]
classified-ad-text — [212, 1389, 391, 1468]
old-address-text — [1010, 1956, 1256, 2120]
classified-ad-text — [406, 1353, 591, 1417]
classified-ad-code: সি : ১৭৬৫২/১৯ — [212, 579, 391, 598]
article-body — [1197, 533, 1549, 841]
article-paragraph: আওয়ামী লীগের একাধিক নেতা জানান, বিতর্কিত নেতাদের বাদ দিয়ে পরিচ্ছন্ন ইমেজের নেতাদের দিয়ে যুবলীগের নতুন কমিটি গঠন করা হবে। ইতিমধ্যে বহিষ্কৃত নেতাদের পদ শূন্য ঘোষণা করা হয়েছে। এ বিষয়ে দলের সাধারণ সম্পাদক ওবায়দুল কাদের বলেছেন, অপকর্মকারীদের কোনো ছাড় দেওয়া হবে না। — [608, 622, 983, 685]
article-headline: আরও ১২ জনের — [1300, 503, 1445, 528]
classified-ad — [18, 1325, 196, 1424]
classified-ad-body: অভিজ্ঞ ড্রাইভার আবশ্যক, জরুরি যোগাযোগ : মহাখালী, ঢাকা। মোবাইল : ০১৯৭৭২৩২১৫৫। — [18, 1152, 196, 1197]
classified-ad — [18, 150, 196, 265]
article-body — [1197, 150, 1549, 494]
classified-ad-title: কিডনী ও লিভারের চিকিৎসা : — [406, 1354, 556, 1367]
divider — [406, 606, 591, 607]
classified-list — [18, 150, 196, 1527]
classified-ad — [212, 690, 391, 774]
classified-ad — [406, 1353, 591, 1437]
classified-ad-body: চিটাগাং রোড সারা বাংলার রেডিমেড ফার্নিচার শোরুম (দক্ষিণ/পূর্বমুখী), দোকান, শো-রুম, অফিস ভাড়া/বিক্রি হবে। যোগাযোগ : ০১৭৩০০০০৮২১। — [212, 778, 391, 839]
classified-ad-code: সি : ১৭৬৮১/১৯ — [212, 1190, 391, 1210]
column-three — [406, 119, 591, 1702]
article-paragraph: পুলিশ জানায়, এই চক্রটি দীর্ঘদিন ধরে বিভিন্ন এলাকায় আত্মীয় বা পরিচিত সেজে বাসাবাড়িতে প্রবেশ করত। পরে সুযোগ বুঝে খাবারে চেতনানাশক মিশিয়ে সবাইকে অচেতন করে মালামাল লুট করত। গ্রেফতারকৃতরা জিজ্ঞাসাবাদে এসব তথ্য স্বীকার করেছে। — [1197, 220, 1549, 281]
